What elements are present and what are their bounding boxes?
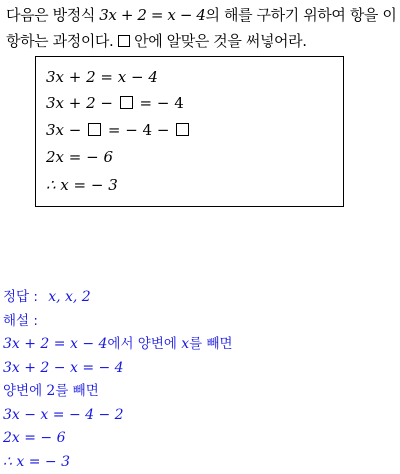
answer-value: x, x, 2 — [48, 289, 91, 305]
explanation-line-2: 3x + 2 − x = − 4 — [3, 359, 124, 376]
blank-box-icon — [176, 123, 189, 136]
solution-steps-box — [35, 56, 344, 207]
blank-box-icon — [88, 123, 101, 136]
explanation-line-3: 양변에 2를 빼면 — [3, 383, 99, 399]
blank-box-icon — [120, 96, 133, 109]
question-text — [6, 2, 398, 54]
step-5: ∴ x = − 3 — [46, 176, 118, 194]
explanation-line-5: 2x = − 6 — [3, 430, 66, 446]
explanation-line-4: 3x − x = − 4 − 2 — [3, 406, 124, 423]
step-3: 3x − = − 4 − — [46, 120, 191, 140]
explanation-line-1: 3x + 2 = x − 4에서 양변에 x를 빼면 — [3, 336, 233, 352]
explanation-line-6: ∴ x = − 3 — [3, 453, 70, 470]
answer-section — [3, 286, 397, 474]
answer-label: 정답 : — [3, 289, 43, 305]
question-equation: 3x + 2 = x − 4 — [99, 6, 206, 24]
question-part2: 의 해를 구하기 위하여 항을 이항하는 과정이다. — [6, 6, 397, 50]
question-part1: 다음은 방정식 — [6, 6, 100, 24]
answer-line — [3, 286, 397, 310]
explanation-label: 해설 : — [3, 312, 38, 329]
question-part3: 안에 알맞은 것을 써넣어라. — [129, 32, 307, 50]
step-1: 3x + 2 = x − 4 — [46, 68, 158, 86]
step-2: 3x + 2 − = − 4 — [46, 94, 184, 112]
blank-box-icon — [118, 35, 130, 47]
step-4: 2x = − 6 — [46, 148, 113, 166]
